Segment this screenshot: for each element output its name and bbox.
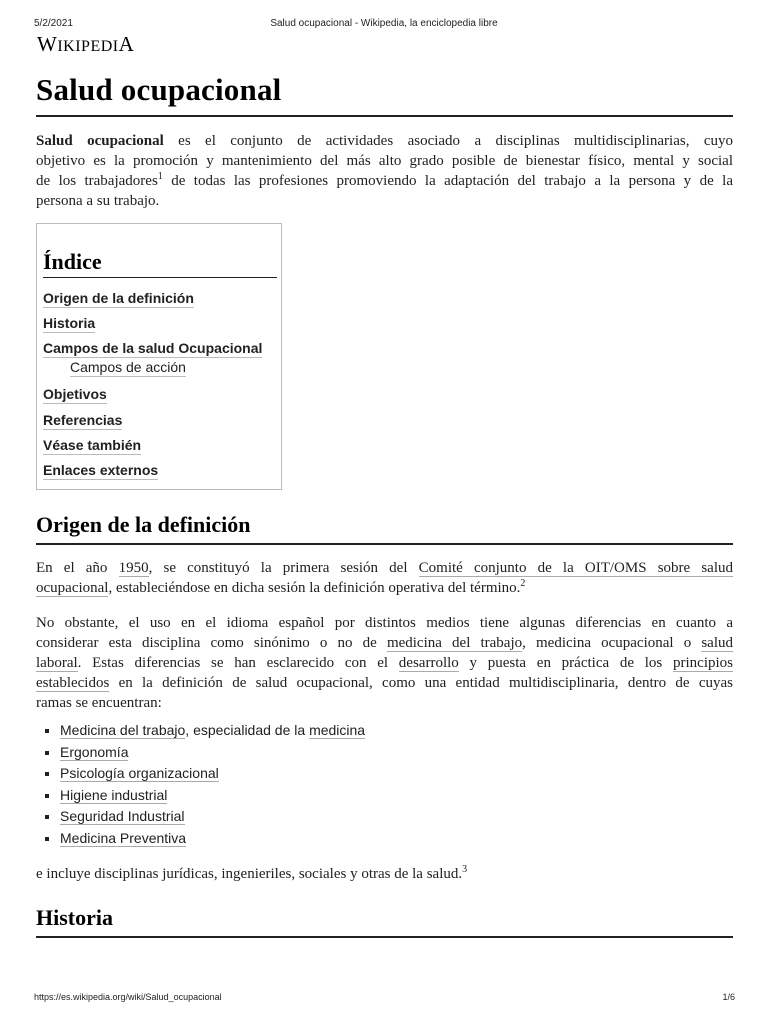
print-page-number: 1/6 [722,992,735,1002]
toc-item-vease[interactable]: Véase también [43,437,142,453]
toc-item-enlaces[interactable]: Enlaces externos [43,462,159,478]
table-of-contents [36,223,282,490]
toc-item-referencias[interactable]: Referencias [43,412,123,428]
toc-item-campos[interactable]: Campos de la salud Ocupacional [43,340,263,356]
toc-item-origen[interactable]: Origen de la definición [43,290,194,306]
print-title: Salud ocupacional - Wikipedia, la enciclopedia libre [270,18,498,29]
link-comite-oit-oms[interactable]: Comité conjunto de la OIT/OMS sobre salud [418,560,733,576]
link-ergonomia[interactable]: Ergonomía [60,743,129,760]
section-heading-origen: Origen de la definición [36,512,733,545]
list-item: Medicina del trabajo, especialidad de la medicina [44,721,365,743]
toc-item-campos-accion[interactable]: Campos de acción [70,359,186,375]
link-salud-laboral[interactable]: salud [701,635,733,651]
intro-paragraph: Salud ocupacional es el conjunto de actividades asociado a disciplinas multidisciplinarias, cuyo objetivo es la promoción y mantenimiento del más alto grado posible de bienestar físico, mental y social de los trabajadores$^1$ de todas las profesiones promoviendo la adaptación del trabajo a la persona y de la persona a su trabajo. [36,133,733,209]
link-1950[interactable]: 1950 [118,560,149,576]
list-item [44,807,365,829]
list-item [44,786,365,808]
link-principios-cont[interactable]: establecidos [36,675,110,691]
ramas-list [44,721,365,850]
link-desarrollo[interactable]: desarrollo [398,655,459,671]
ref-1[interactable]: 1 [157,171,163,182]
link-psicologia-organizacional[interactable]: Psicología organizacional [60,765,219,781]
toc-item-historia[interactable]: Historia [43,315,96,331]
wikipedia-logo[interactable]: WIKIPEDIA [37,32,135,56]
list-item [44,743,365,765]
origen-paragraph-2: No obstante, el uso en el idioma español por distintos medios tiene algunas diferencias en cuanto a considerar esta disciplina como sinónimo o no de medicina del trabajo, medicina ocupacional o salud laboral. Estas diferencias se han esclarecido con el desarrollo y puesta en práctica de los principios establecidos en la definición de salud ocupacional, como una entidad multidisciplinaria, dentro de cuyas ramas se encuentran: [36,615,733,711]
link-medicina-del-trabajo[interactable]: medicina del trabajo [386,635,523,651]
toc-title: Índice [43,249,277,278]
print-date: 5/2/2021 [34,18,73,29]
page-title: Salud ocupacional [36,72,733,117]
link-seguridad-industrial[interactable]: Seguridad Industrial [60,808,185,824]
ref-3[interactable]: 3 [462,864,468,875]
link-salud-laboral-cont[interactable]: laboral [36,655,78,671]
link-medicina-preventiva[interactable]: Medicina Preventiva [60,829,187,846]
link-higiene-industrial[interactable]: Higiene industrial [60,786,168,803]
link-medicina-trabajo[interactable]: Medicina del trabajo [60,722,186,738]
link-principios[interactable]: principios [673,655,733,671]
print-url: https://es.wikipedia.org/wiki/Salud_ocupacional [34,992,222,1002]
origen-paragraph-3: e incluye disciplinas jurídicas, ingenieriles, sociales y otras de la salud.$^3$ [36,864,468,882]
link-medicina[interactable]: medicina [309,722,366,738]
ref-2[interactable]: 2 [520,578,526,589]
toc-item-objetivos[interactable]: Objetivos [43,386,107,402]
link-comite-oit-oms-cont[interactable]: ocupacional [36,580,109,596]
list-item [44,764,365,786]
origen-paragraph-1: En el año 1950, se constituyó la primera sesión del Comité conjunto de la OIT/OMS sobre salud ocupacional, estableciéndose en dicha sesión la definición operativa del término.$^2$ [36,560,733,596]
list-item [44,829,365,851]
section-heading-historia: Historia [36,905,733,938]
